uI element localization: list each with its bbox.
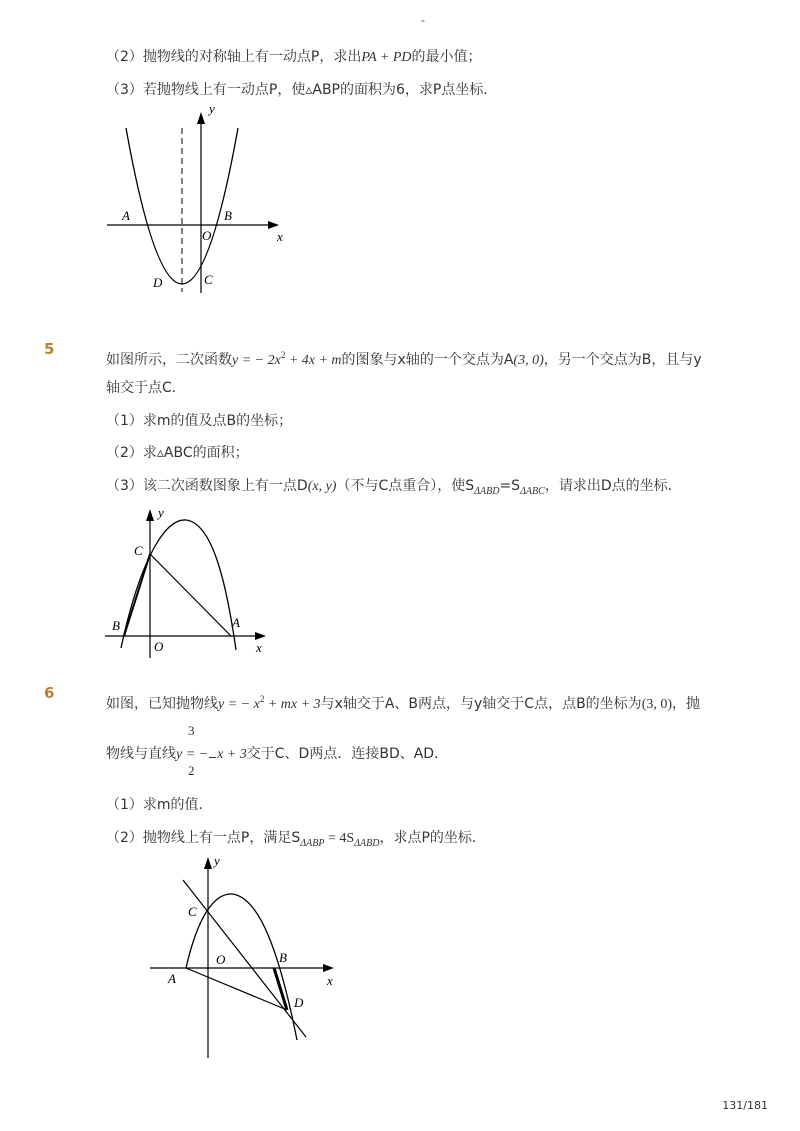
q6-line2-expr-b: x + 3 (217, 747, 247, 762)
q5-label-c: C (134, 543, 143, 558)
q5-part3-mid: （不与C点重合），使S (336, 478, 475, 494)
q6-x-arrow (323, 964, 334, 972)
q5-point: (3, 0) (513, 353, 544, 368)
q6-frac-den: 2 (188, 763, 195, 778)
q6-label-a: A (168, 971, 176, 986)
q6-part2-eq: = 4S (324, 831, 355, 846)
q4-label-a: A (122, 208, 130, 223)
q4-label-b: B (224, 208, 232, 223)
q6-label-y: y (214, 853, 220, 868)
q5-stem-mid: 的图象与x轴的一个交点为A (341, 352, 514, 368)
q6-expr-a: y = − x (218, 697, 260, 712)
q4-label-y: y (209, 101, 215, 116)
q4-y-arrow (197, 112, 205, 124)
q6-line2-expr-a: y = − (176, 747, 209, 762)
q4-part2-pre: （2）抛物线的对称轴上有一动点P，求出 (106, 49, 362, 65)
header-mark: - (421, 14, 425, 27)
q5-x-arrow (255, 632, 266, 640)
q5-stem-line1 (106, 345, 702, 371)
q5-label-y: y (158, 505, 164, 520)
q6-part2-post: ，求点P的坐标． (379, 830, 486, 846)
q6-fraction-bar (209, 748, 216, 758)
q4-figure (100, 100, 300, 300)
q5-stem-post: ，另一个交点为B，且与y (543, 352, 702, 368)
q5-part3 (106, 476, 682, 502)
q6-expr-b: + mx + 3 (264, 697, 321, 712)
q6-stem-mid: 与x轴交于A、B两点，与y轴交于C点，点B的坐标为 (320, 696, 642, 712)
q6-line-cd (183, 880, 306, 1037)
q5-part1: （1）求m的值及点B的坐标； (106, 413, 293, 429)
q6-part2-sub2: ΔABD (354, 838, 380, 849)
q6-point: (3, 0) (641, 697, 673, 712)
q6-label-o: O (216, 952, 226, 967)
q5-label-a: A (232, 615, 240, 630)
q5-figure (100, 500, 270, 665)
q4-part2 (106, 47, 482, 68)
q6-label-d: D (294, 995, 304, 1010)
q4-label-c: C (204, 272, 213, 287)
q6-part1: （1）求m的值． (106, 797, 213, 813)
q6-parabola (186, 894, 297, 1040)
q5-stem-pre: 如图所示，二次函数 (106, 352, 232, 368)
q6-stem-pre: 如图，已知抛物线 (106, 696, 218, 712)
q5-expr-b: + 4x + m (285, 353, 342, 368)
q6-label-c: C (188, 904, 197, 919)
q5-part2: （2）求▵ABC的面积； (106, 445, 249, 461)
q6-stem-line2 (106, 744, 448, 765)
q6-stem-post: ，抛 (672, 696, 701, 712)
q6-segment-ad (186, 968, 287, 1010)
q5-part3-pre: （3）该二次函数图象上有一点D (106, 478, 308, 494)
q6-expr-sup: 2 (259, 694, 265, 704)
q5-label-x: x (256, 640, 262, 655)
q6-label-b: B (279, 950, 287, 965)
q5-part3-sub1: ΔABD (474, 486, 500, 497)
q4-label-o: O (202, 228, 212, 243)
q6-part2-pre: （2）抛物线上有一点P，满足S (106, 830, 301, 846)
q4-part2-post: 的最小值； (411, 49, 482, 65)
q5-parabola (121, 520, 236, 650)
q4-part2-expr: PA + PD (361, 50, 412, 65)
q6-y-arrow (204, 857, 212, 869)
q5-part3-sub2: ΔABC (520, 486, 545, 497)
q4-label-d: D (153, 275, 163, 290)
page-number: 131/181 (722, 1099, 768, 1112)
q5-expr-a: y = − 2x (232, 353, 281, 368)
q6-frac-num: 3 (188, 723, 195, 738)
q4-part3: （3）若抛物线上有一动点P，使▵ABP的面积为6，求P点坐标． (106, 82, 498, 98)
q6-line2-pre: 物线与直线 (106, 746, 176, 762)
q5-part3-pt: (x, y) (307, 479, 337, 494)
q4-x-arrow (268, 221, 279, 229)
q5-part3-post: ，请求出D点的坐标． (544, 478, 682, 494)
q6-part2-sub1: ΔABP (300, 838, 325, 849)
q6-line2-post: 交于C、D两点．连接BD、AD． (246, 746, 449, 762)
q5-number: 5 (44, 340, 55, 358)
q5-y-arrow (146, 509, 154, 521)
q6-number: 6 (44, 684, 55, 702)
q5-expr-sup: 2 (280, 350, 286, 360)
q5-part3-eq: =S (499, 478, 521, 494)
q4-label-x: x (277, 229, 283, 244)
q6-stem-line1 (106, 689, 700, 715)
q5-label-o: O (154, 639, 164, 654)
q5-segment-cb (124, 554, 150, 636)
q5-label-b: B (112, 618, 120, 633)
q6-figure (145, 850, 345, 1065)
q5-stem-line2: 轴交于点C． (106, 380, 186, 396)
q6-label-x: x (327, 973, 333, 988)
